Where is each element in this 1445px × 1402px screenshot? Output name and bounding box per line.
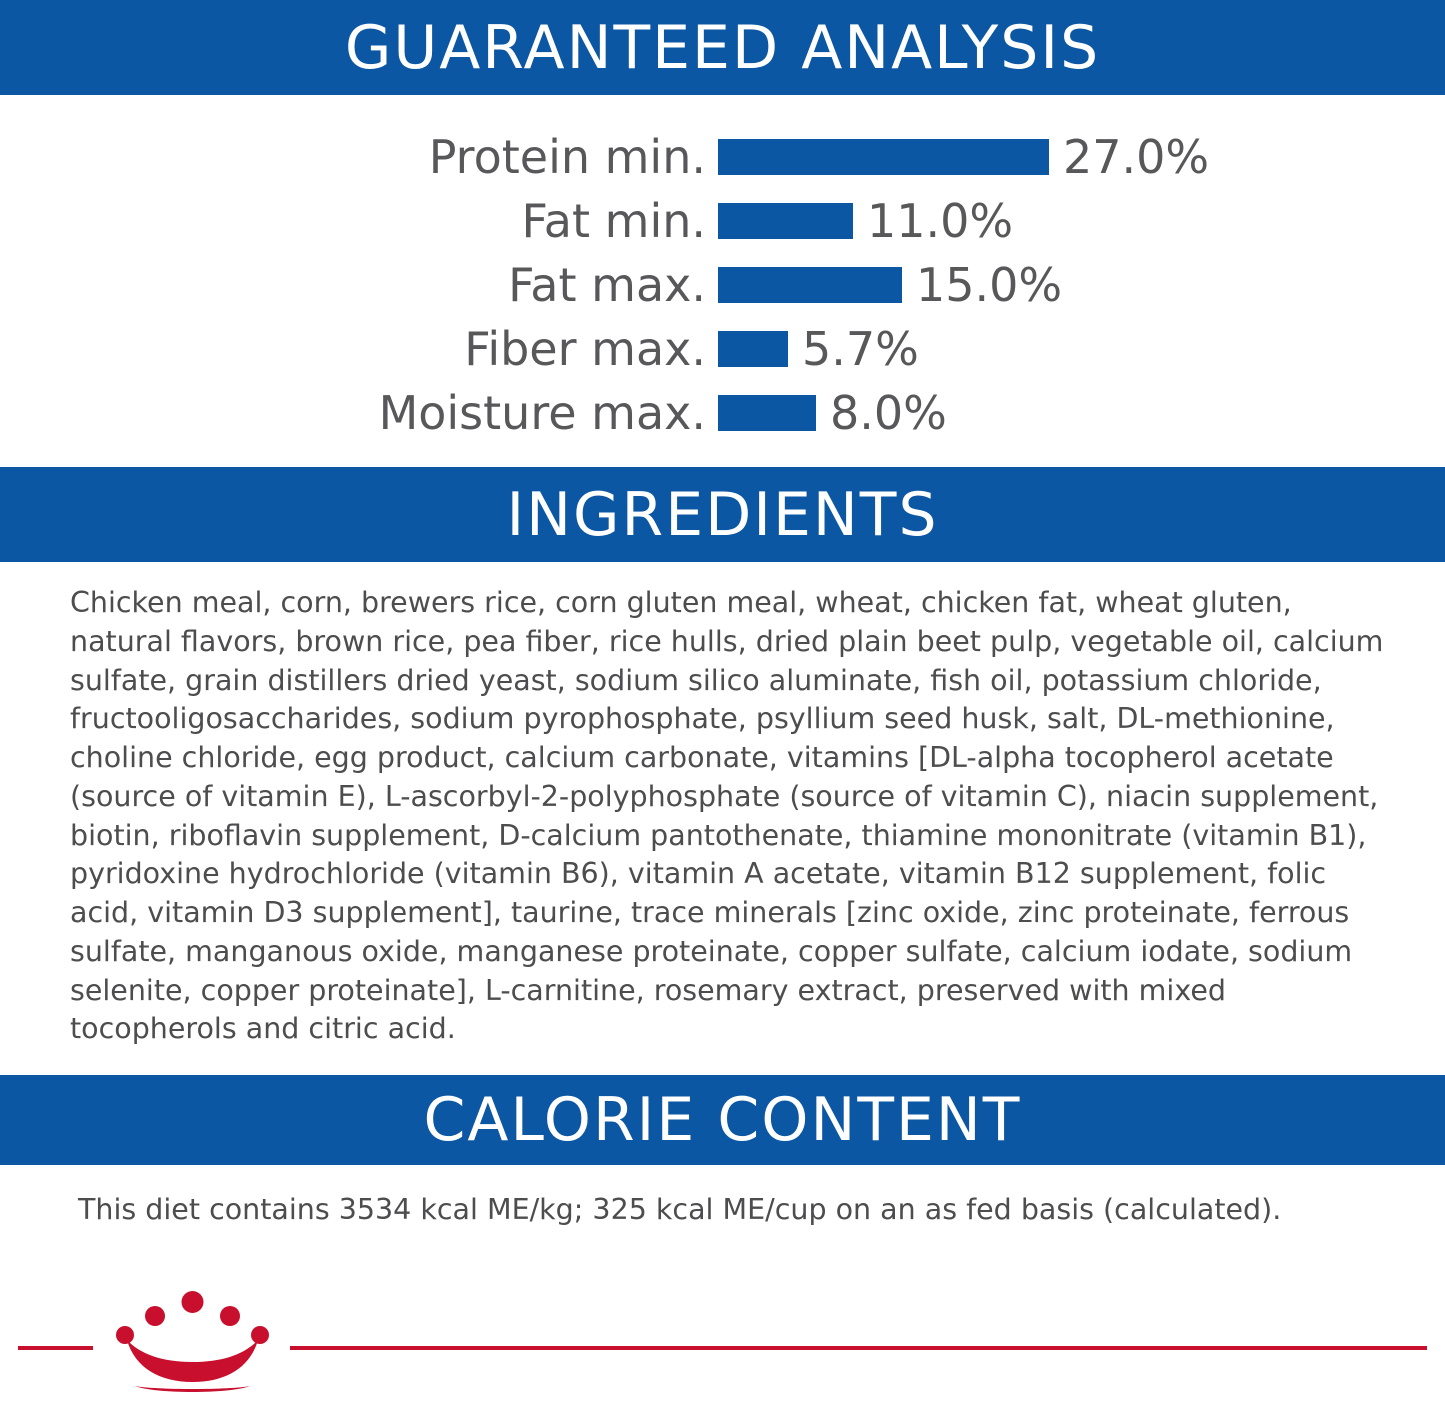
section-header-calorie-content <box>0 1075 1445 1165</box>
analysis-bar <box>718 395 816 431</box>
guaranteed-analysis-chart <box>0 95 1445 467</box>
analysis-row <box>0 253 1445 317</box>
footer-brandmark <box>0 1272 1445 1402</box>
analysis-label: Fiber max. <box>464 322 706 376</box>
analysis-value: 11.0% <box>867 194 1014 248</box>
analysis-bar <box>718 331 788 367</box>
calorie-content-text: This diet contains 3534 kcal ME/kg; 325 kcal ME/cup on an as fed basis (calculated). <box>78 1193 1282 1226</box>
analysis-value: 27.0% <box>1063 130 1210 184</box>
analysis-row <box>0 317 1445 381</box>
analysis-bar <box>718 139 1049 175</box>
footer-rule-left <box>18 1346 93 1350</box>
analysis-row <box>0 189 1445 253</box>
ingredients-text: Chicken meal, corn, brewers rice, corn gluten meal, wheat, chicken fat, wheat gluten, natural flavors, brown rice, pea fiber, rice hulls, dried plain beet pulp, vegetable oil, calcium sulfate, grain distillers dried yeast, sodium silico aluminate, fish oil, potassium chloride, fructooligosaccharides, sodium pyrophosphate, psyllium seed husk, salt, DL-methionine, choline chloride, egg product, calcium carbonate, vitamins [DL-alpha tocopherol acetate (source of vitamin E), L-ascorbyl-2-polyphosphate (source of vitamin C), niacin supplement, biotin, riboflavin supplement, D-calcium pantothenate, thiamine mononitrate (vitamin B1), pyridoxine hydrochloride (vitamin B6), vitamin A acetate, vitamin B12 supplement, folic acid, vitamin D3 supplement], taurine, trace minerals [zinc oxide, zinc proteinate, ferrous sulfate, manganous oxide, manganese proteinate, copper sulfate, calcium iodate, sodium selenite, copper proteinate], L-carnitine, rosemary extract, preserved with mixed tocopherols and citric acid. <box>70 586 1384 1046</box>
analysis-bar <box>718 203 853 239</box>
analysis-value: 15.0% <box>916 258 1063 312</box>
section-header-guaranteed-analysis <box>0 0 1445 95</box>
analysis-label: Moisture max. <box>378 386 706 440</box>
analysis-label: Protein min. <box>428 130 706 184</box>
analysis-label: Fat max. <box>508 258 706 312</box>
footer-rule-right <box>290 1346 1427 1350</box>
ingredients-title: INGREDIENTS <box>506 479 939 550</box>
analysis-value: 8.0% <box>830 386 947 440</box>
analysis-value: 5.7% <box>802 322 919 376</box>
analysis-bar <box>718 267 902 303</box>
guaranteed-analysis-title: GUARANTEED ANALYSIS <box>344 12 1101 83</box>
analysis-label: Fat min. <box>521 194 706 248</box>
section-header-ingredients <box>0 467 1445 562</box>
analysis-row <box>0 125 1445 189</box>
calorie-content-title: CALORIE CONTENT <box>423 1085 1022 1155</box>
royal-canin-crown-icon <box>105 1290 280 1395</box>
analysis-row <box>0 381 1445 445</box>
